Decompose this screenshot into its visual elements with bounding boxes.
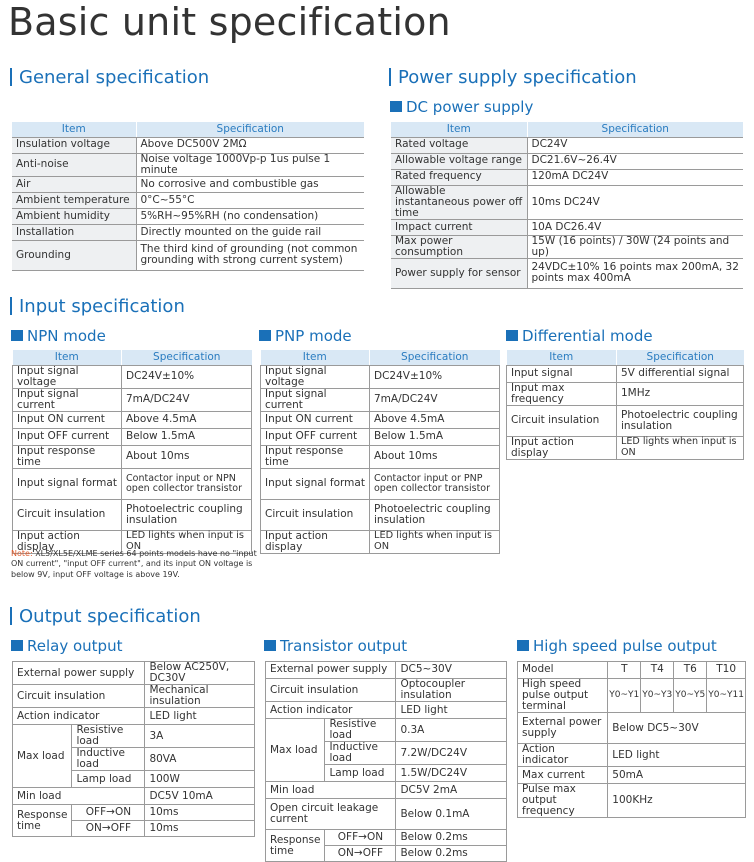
- table-row: ON→OFF Below 0.2ms: [266, 846, 507, 862]
- table-row: Ambient humidity 5%RH~95%RH (no condensation): [12, 208, 364, 224]
- pnp-mode-table: [260, 350, 500, 554]
- input-note: [11, 549, 271, 580]
- note-label: Note:: [11, 549, 33, 558]
- page-title: Basic unit specification: [8, 0, 451, 44]
- table-row: Action indicator LED light: [13, 708, 255, 725]
- table-row: Action indicator LED light: [518, 744, 746, 767]
- pulse-output-subheading: High speed pulse output: [517, 637, 717, 655]
- relay-output-table: [12, 661, 255, 837]
- table-row: Model T T4 T6 T10: [518, 662, 746, 679]
- pnp-mode-subheading: PNP mode: [259, 327, 352, 345]
- bullet-square-icon: [264, 640, 276, 651]
- bullet-square-icon: [390, 101, 402, 112]
- table-row: Max load Resistive load 3A: [13, 725, 255, 748]
- table-row: Lamp load 100W: [13, 771, 255, 788]
- table-row: External power supply DC5~30V: [266, 662, 507, 679]
- table-row: External power supply Below AC250V, DC30V: [13, 662, 255, 685]
- table-row: Inductive load 80VA: [13, 748, 255, 771]
- table-row: Circuit insulation Optocoupler insulation: [266, 679, 507, 702]
- power-spec-heading-text: Power supply specification: [398, 67, 637, 88]
- col-header: Specification: [370, 350, 500, 365]
- bullet-square-icon: [506, 330, 518, 341]
- bullet-square-icon: [517, 640, 529, 651]
- table-row: Grounding The third kind of grounding (not common grounding with strong current system): [12, 240, 364, 270]
- table-row: Input signal voltage DC24V±10%: [13, 365, 252, 388]
- table-row: Allowable voltage range DC21.6V~26.4V: [391, 153, 743, 169]
- table-row: Impact current 10A DC26.4V: [391, 219, 743, 235]
- table-row: Lamp load 1.5W/DC24V: [266, 765, 507, 782]
- bullet-square-icon: [11, 640, 23, 651]
- table-row: Input signal voltage DC24V±10%: [261, 365, 500, 388]
- table-row: Input action display LED lights when input is ON: [13, 530, 252, 553]
- dc-power-subheading: DC power supply: [390, 98, 533, 116]
- table-row: Max load Resistive load 0.3A: [266, 719, 507, 742]
- table-row: Input ON current Above 4.5mA: [13, 411, 252, 428]
- col-header: Item: [13, 350, 122, 365]
- table-row: Min load DC5V 10mA: [13, 788, 255, 805]
- col-header: Specification: [527, 122, 743, 137]
- transistor-output-subheading: Transistor output: [264, 637, 407, 655]
- col-header: Item: [261, 350, 370, 365]
- table-row: Installation Directly mounted on the guide rail: [12, 224, 364, 240]
- power-spec-table: [391, 122, 743, 289]
- general-spec-heading-text: General specification: [19, 67, 210, 88]
- table-row: Rated voltage DC24V: [391, 137, 743, 153]
- col-header: Item: [12, 122, 136, 137]
- general-spec-heading: [10, 67, 209, 88]
- transistor-output-table: [265, 661, 507, 862]
- table-row: Input response time About 10ms: [13, 445, 252, 468]
- table-row: High speed pulse output terminal Y0~Y1 Y0~Y3 Y0~Y5 Y0~Y11: [518, 679, 746, 713]
- table-row: Ambient temperature 0°C~55°C: [12, 192, 364, 208]
- power-spec-heading: [389, 67, 637, 88]
- note-text: XL5/XL5E/XLME series 64 points models have no "input ON current", "input OFF current", and its input ON voltage is below 9V, input OFF voltage is above 19V.: [11, 549, 257, 579]
- bullet-square-icon: [259, 330, 271, 341]
- table-row: Input signal current 7mA/DC24V: [261, 388, 500, 411]
- table-row: Rated frequency 120mA DC24V: [391, 169, 743, 185]
- table-row: Max power consumption 15W (16 points) / 30W (24 points and up): [391, 235, 743, 258]
- table-row: Circuit insulation Photoelectric coupling insulation: [507, 405, 744, 436]
- col-header: Item: [507, 350, 617, 365]
- table-row: Air No corrosive and combustible gas: [12, 176, 364, 192]
- output-spec-heading: Output specification: [10, 606, 201, 627]
- col-header: Specification: [122, 350, 252, 365]
- differential-mode-table: [506, 350, 744, 460]
- heading-bar: [10, 68, 12, 86]
- table-row: Circuit insulation Photoelectric coupling insulation: [261, 499, 500, 530]
- table-row: Circuit insulation Photoelectric coupling insulation: [13, 499, 252, 530]
- table-row: Anti-noise Noise voltage 1000Vp-p 1us pulse 1 minute: [12, 153, 364, 176]
- table-row: Insulation voltage Above DC500V 2MΩ: [12, 137, 364, 153]
- table-row: Allowable instantaneous power off time 10ms DC24V: [391, 185, 743, 219]
- table-row: Input max frequency 1MHz: [507, 382, 744, 405]
- relay-output-subheading: Relay output: [11, 637, 122, 655]
- table-row: Inductive load 7.2W/DC24V: [266, 742, 507, 765]
- input-spec-heading: Input specification: [10, 296, 185, 317]
- table-row: Response time OFF→ON 10ms: [13, 805, 255, 821]
- table-row: Input ON current Above 4.5mA: [261, 411, 500, 428]
- col-header: Specification: [136, 122, 364, 137]
- table-row: ON→OFF 10ms: [13, 821, 255, 837]
- heading-bar: [10, 607, 12, 625]
- table-row: Input signal current 7mA/DC24V: [13, 388, 252, 411]
- table-row: Circuit insulation Mechanical insulation: [13, 685, 255, 708]
- table-row: Input response time About 10ms: [261, 445, 500, 468]
- heading-bar: [10, 297, 12, 315]
- bullet-square-icon: [11, 330, 23, 341]
- differential-mode-subheading: Differential mode: [506, 327, 653, 345]
- general-spec-table: [12, 122, 364, 271]
- table-row: Max current 50mA: [518, 767, 746, 784]
- table-row: Open circuit leakage current Below 0.1mA: [266, 799, 507, 830]
- table-row: Power supply for sensor 24VDC±10% 16 points max 200mA, 32 points max 400mA: [391, 258, 743, 288]
- npn-mode-table: [12, 350, 252, 554]
- table-row: Input OFF current Below 1.5mA: [13, 428, 252, 445]
- table-row: Response time OFF→ON Below 0.2ms: [266, 830, 507, 846]
- pulse-output-table: [517, 661, 746, 818]
- table-row: Input signal format Contactor input or NPN open collector transistor: [13, 468, 252, 499]
- table-row: Input OFF current Below 1.5mA: [261, 428, 500, 445]
- table-row: Action indicator LED light: [266, 702, 507, 719]
- table-row: Min load DC5V 2mA: [266, 782, 507, 799]
- table-row: Pulse max output frequency 100KHz: [518, 784, 746, 818]
- table-row: External power supply Below DC5~30V: [518, 713, 746, 744]
- table-row: Input signal 5V differential signal: [507, 365, 744, 382]
- table-row: Input action display LED lights when input is ON: [261, 530, 500, 553]
- col-header: Specification: [617, 350, 744, 365]
- npn-mode-subheading: NPN mode: [11, 327, 106, 345]
- col-header: Item: [391, 122, 527, 137]
- heading-bar: [389, 68, 391, 86]
- table-row: Input signal format Contactor input or PNP open collector transistor: [261, 468, 500, 499]
- table-row: Input action display LED lights when input is ON: [507, 436, 744, 459]
